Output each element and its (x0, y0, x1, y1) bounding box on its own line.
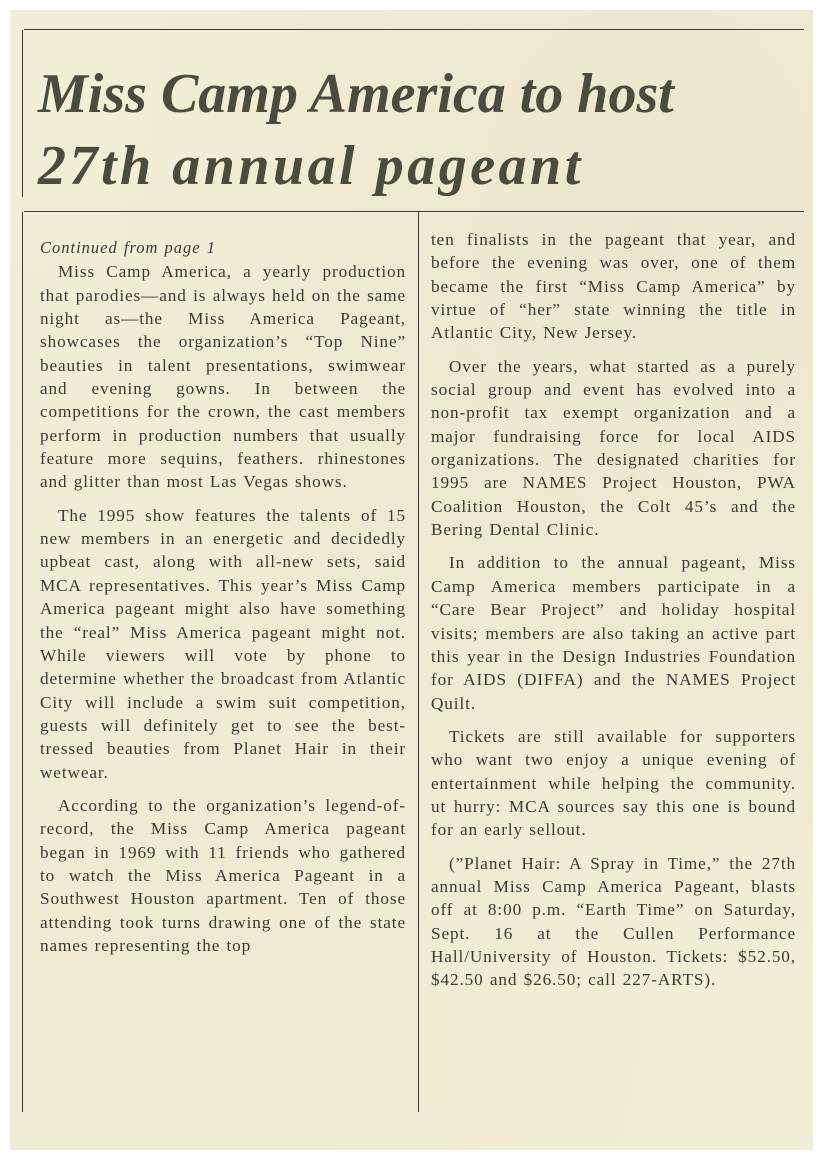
article-paragraph: According to the organization’s legend-of-record, the Miss Camp America pageant began in 1969 with 11 friends who gathered to watch the Miss America Pageant in a Southwest Houston apartment. Ten of those attending took turns drawing one of the state names representing the top (40, 795, 406, 955)
article-column-right (431, 228, 796, 1002)
column-divider (418, 212, 419, 1112)
article-paragraph: ten finalists in the pageant that year, and before the evening was over, one of them became the first “Miss Camp America” by virtue of “her” state winning the title in Atlantic City, New Jersey. (431, 230, 796, 343)
headline-bottom-rule (24, 211, 804, 212)
article-paragraph: In addition to the annual pageant, Miss Camp America members participate in a “Care Bear Project” and holiday hospital visits; members are also taking an active part this year in the Design Industries Foundation for AIDS (DIFFA) and the NAMES Project Quilt. (431, 553, 796, 713)
headline (38, 58, 808, 202)
column-left-rule (22, 212, 23, 1112)
article-paragraph: Miss Camp America, a yearly production that parodies—and is always held on the same night as—the Miss America Pageant, showcases the organization’s “Top Nine” beauties in talent presentations, swimwear and evening gowns. In between the competitions for the crown, the cast members perform in production numbers that usually feature more sequins, feathers. rhinestones and glitter than most Las Vegas shows. (40, 262, 406, 492)
article-paragraph: Tickets are still available for supporters who want two enjoy a unique evening of entertainment while helping the community. ut hurry: MCA sources say this one is bound for an early sellout. (431, 726, 796, 840)
continued-from-label: Continued from page 1 (40, 238, 217, 257)
headline-line-1: Miss Camp America to host (38, 63, 674, 125)
top-rule (24, 29, 804, 30)
article-paragraph: (”Planet Hair: A Spray in Time,” the 27th annual Miss Camp America Pageant, blasts off at 8:00 p.m. “Earth Time” on Saturday, Sept. 16 at the Cullen Performance Hall/University of Houston. Tickets: $52.50, $42.50 and $26.50; call 227-ARTS). (431, 853, 796, 990)
article-column-left (40, 236, 406, 967)
article-paragraph: Over the years, what started as a purely social group and event has evolved into a non-profit tax exempt organization and a major fundraising force for local AIDS organizations. The designated charities for 1995 are NAMES Project Houston, PWA Coalition Houston, the Colt 45’s and the Bering Dental Clinic. (431, 356, 796, 540)
headline-left-rule (22, 30, 23, 197)
headline-line-2: 27th annual pageant (38, 135, 584, 197)
article-paragraph: The 1995 show features the talents of 15 new members in an energetic and decidedly upbeat cast, along with all-new sets, said MCA representatives. This year’s Miss Camp America pageant might also have something the “real” Miss America pageant might not. While viewers will vote by phone to determine whether the broadcast from Atlantic City will include a swim suit competition, guests will definitely get to see the best-tressed beauties from Planet Hair in their wetwear. (40, 505, 406, 782)
